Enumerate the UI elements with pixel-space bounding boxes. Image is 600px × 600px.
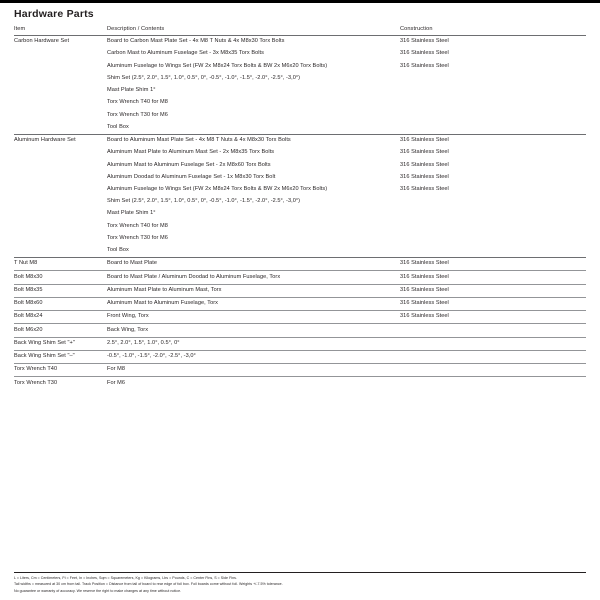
row-item: Back Wing Shim Set "+" [14, 337, 107, 350]
row-description: For M8 [107, 364, 400, 377]
table-row [14, 208, 586, 220]
table-row [14, 159, 586, 171]
column-header-description: Description / Contents [107, 26, 165, 32]
row-item: Bolt M8x60 [14, 297, 107, 310]
row-description: Board to Mast Plate [107, 258, 400, 271]
row-construction [400, 208, 586, 220]
table-header-row [14, 26, 586, 36]
row-item [14, 221, 107, 233]
row-description: Torx Wrench T40 for M8 [107, 222, 168, 229]
row-item: Bolt M8x30 [14, 271, 107, 284]
footer-measurement-note: Tail widths = measured at 30 cm from tail. Track Position = Distance from tail of board to rear edge of foil box. Foil boards come without foil. Weights +/-7.5% tolerance. [14, 582, 283, 587]
table-row [14, 184, 586, 196]
row-construction [400, 245, 586, 258]
table-header [14, 26, 586, 36]
row-construction: 316 Stainless Steel [400, 271, 586, 284]
row-construction [400, 97, 586, 109]
table-row [14, 85, 586, 97]
row-item: Torx Wrench T40 [14, 364, 107, 377]
page-title: Hardware Parts [14, 8, 94, 20]
table-row [14, 73, 586, 85]
row-item [14, 208, 107, 220]
row-item [14, 147, 107, 159]
table-row [14, 284, 586, 297]
table-row [14, 377, 586, 390]
row-construction: 316 Stainless Steel [400, 62, 449, 69]
row-item: Back Wing Shim Set "–" [14, 350, 107, 363]
row-item [14, 73, 107, 85]
row-description: Shim Set (2.5°, 2.0°, 1.5°, 1.0°, 0.5°, 0°, -0.5°, -1.0°, -1.5°, -2.0°, -2.5°, -3,0°) [107, 74, 301, 81]
row-item: Aluminum Hardware Set [14, 134, 107, 147]
row-construction: 316 Stainless Steel [400, 161, 449, 168]
hardware-parts-table [14, 26, 586, 390]
row-item [14, 97, 107, 109]
table-row [14, 233, 586, 245]
row-item [14, 122, 107, 135]
table-row [14, 36, 586, 49]
row-item [14, 60, 107, 72]
row-description: Board to Aluminum Mast Plate Set - 4x M8 T Nuts & 4x M8x30 Torx Bolts [107, 134, 400, 147]
row-item [14, 184, 107, 196]
row-construction: 316 Stainless Steel [400, 258, 586, 271]
row-construction: 316 Stainless Steel [400, 134, 586, 147]
row-description: Torx Wrench T30 for M6 [107, 111, 168, 118]
row-description: -0.5°, -1.0°, -1.5°, -2.0°, -2.5°, -3,0° [107, 350, 400, 363]
row-construction [400, 337, 586, 350]
table-body [14, 36, 586, 390]
row-description: Aluminum Doodad to Aluminum Fuselage Set - 1x M8x30 Torx Bolt [107, 173, 276, 180]
row-item [14, 233, 107, 245]
row-construction [400, 324, 586, 337]
row-item [14, 245, 107, 258]
row-construction: 316 Stainless Steel [400, 186, 449, 192]
row-description: Front Wing, Torx [107, 311, 400, 324]
row-description: Aluminum Mast Plate to Aluminum Mast Set - 2x M8x35 Torx Bolts [107, 149, 275, 156]
row-item [14, 109, 107, 121]
row-description: Aluminum Mast to Aluminum Fuselage Set - 2x M8x60 Torx Bolts [107, 161, 271, 168]
row-item [14, 159, 107, 171]
row-item: Torx Wrench T30 [14, 377, 107, 390]
row-description: Aluminum Mast Plate to Aluminum Mast, Torx [107, 284, 400, 297]
table-row [14, 221, 586, 233]
row-construction [400, 364, 586, 377]
row-construction [400, 196, 586, 208]
document-page [0, 3, 600, 390]
row-construction: 316 Stainless Steel [400, 284, 586, 297]
row-description: Torx Wrench T30 for M6 [107, 234, 168, 241]
table-row [14, 297, 586, 310]
footer-divider [14, 572, 586, 573]
row-description: Mast Plate Shim 1° [107, 210, 156, 217]
row-construction [400, 233, 586, 245]
row-description: Aluminum Fuselage to Wings Set (FW 2x M8x24 Torx Bolts & BW 2x M6x20 Torx Bolts) [107, 62, 328, 69]
row-construction: 316 Stainless Steel [400, 149, 449, 156]
table-row [14, 258, 586, 271]
row-item [14, 85, 107, 97]
footer-disclaimer: No guarantee or warranty of accuracy. We reserve the right to make changes at any time without notice. [14, 588, 182, 593]
row-description: Back Wing, Torx [107, 324, 400, 337]
row-item: T Nut M8 [14, 258, 107, 271]
row-item: Bolt M6x20 [14, 324, 107, 337]
row-item: Bolt M8x35 [14, 284, 107, 297]
table-row [14, 271, 586, 284]
row-description: 2.5°, 2.0°, 1.5°, 1.0°, 0.5°, 0° [107, 337, 400, 350]
row-construction [400, 377, 586, 390]
table-row [14, 324, 586, 337]
table-row [14, 311, 586, 324]
row-description: Board to Mast Plate / Aluminum Doodad to Aluminum Fuselage, Torx [107, 271, 400, 284]
row-description: For M6 [107, 377, 400, 390]
table-row [14, 337, 586, 350]
row-construction [400, 221, 586, 233]
table-row [14, 196, 586, 208]
row-description: Shim Set (2.5°, 2.0°, 1.5°, 1.0°, 0.5°, 0°, -0.5°, -1.0°, -1.5°, -2.0°, -2.5°, -3,0°) [107, 198, 301, 205]
row-description: Tool Box [107, 247, 129, 254]
row-construction: 316 Stainless Steel [400, 173, 449, 180]
table-row [14, 60, 586, 72]
table-row [14, 134, 586, 147]
row-item: Carbon Hardware Set [14, 36, 107, 49]
row-construction [400, 350, 586, 363]
row-description: Aluminum Mast to Aluminum Fuselage, Torx [107, 297, 400, 310]
row-construction: 316 Stainless Steel [400, 36, 586, 49]
table-row [14, 147, 586, 159]
row-item [14, 196, 107, 208]
row-description: Tool Box [107, 123, 129, 130]
table-row [14, 350, 586, 363]
row-construction: 316 Stainless Steel [400, 50, 449, 57]
table-row [14, 364, 586, 377]
row-item: Bolt M8x24 [14, 311, 107, 324]
row-construction [400, 73, 586, 85]
row-construction [400, 109, 586, 121]
table-row [14, 97, 586, 109]
table-row [14, 172, 586, 184]
row-description: Torx Wrench T40 for M8 [107, 99, 168, 106]
column-header-item: Item [14, 26, 26, 32]
footer-legend-units: L = Liters, Cm = Centimeters, Ft = Feet, In = Inches, Sqm = Squaremeters, Kg = Kilograms, Lbs = Pounds, C = Center Fins, S = Side Fins. [14, 576, 237, 581]
row-construction: 316 Stainless Steel [400, 311, 586, 324]
row-construction: 316 Stainless Steel [400, 297, 586, 310]
row-item [14, 48, 107, 60]
footer [14, 572, 586, 594]
row-item [14, 172, 107, 184]
table-row [14, 109, 586, 121]
table-row [14, 245, 586, 258]
row-description: Board to Carbon Mast Plate Set - 4x M8 T Nuts & 4x M8x30 Torx Bolts [107, 36, 400, 49]
row-construction [400, 85, 586, 97]
row-description: Aluminum Fuselage to Wings Set (FW 2x M8x24 Torx Bolts & BW 2x M6x20 Torx Bolts) [107, 186, 328, 192]
table-row [14, 122, 586, 135]
column-header-construction: Construction [400, 26, 433, 32]
table-row [14, 48, 586, 60]
row-description: Mast Plate Shim 1° [107, 87, 156, 94]
row-construction [400, 122, 586, 135]
row-description: Carbon Mast to Aluminum Fuselage Set - 3x M8x35 Torx Bolts [107, 50, 265, 57]
